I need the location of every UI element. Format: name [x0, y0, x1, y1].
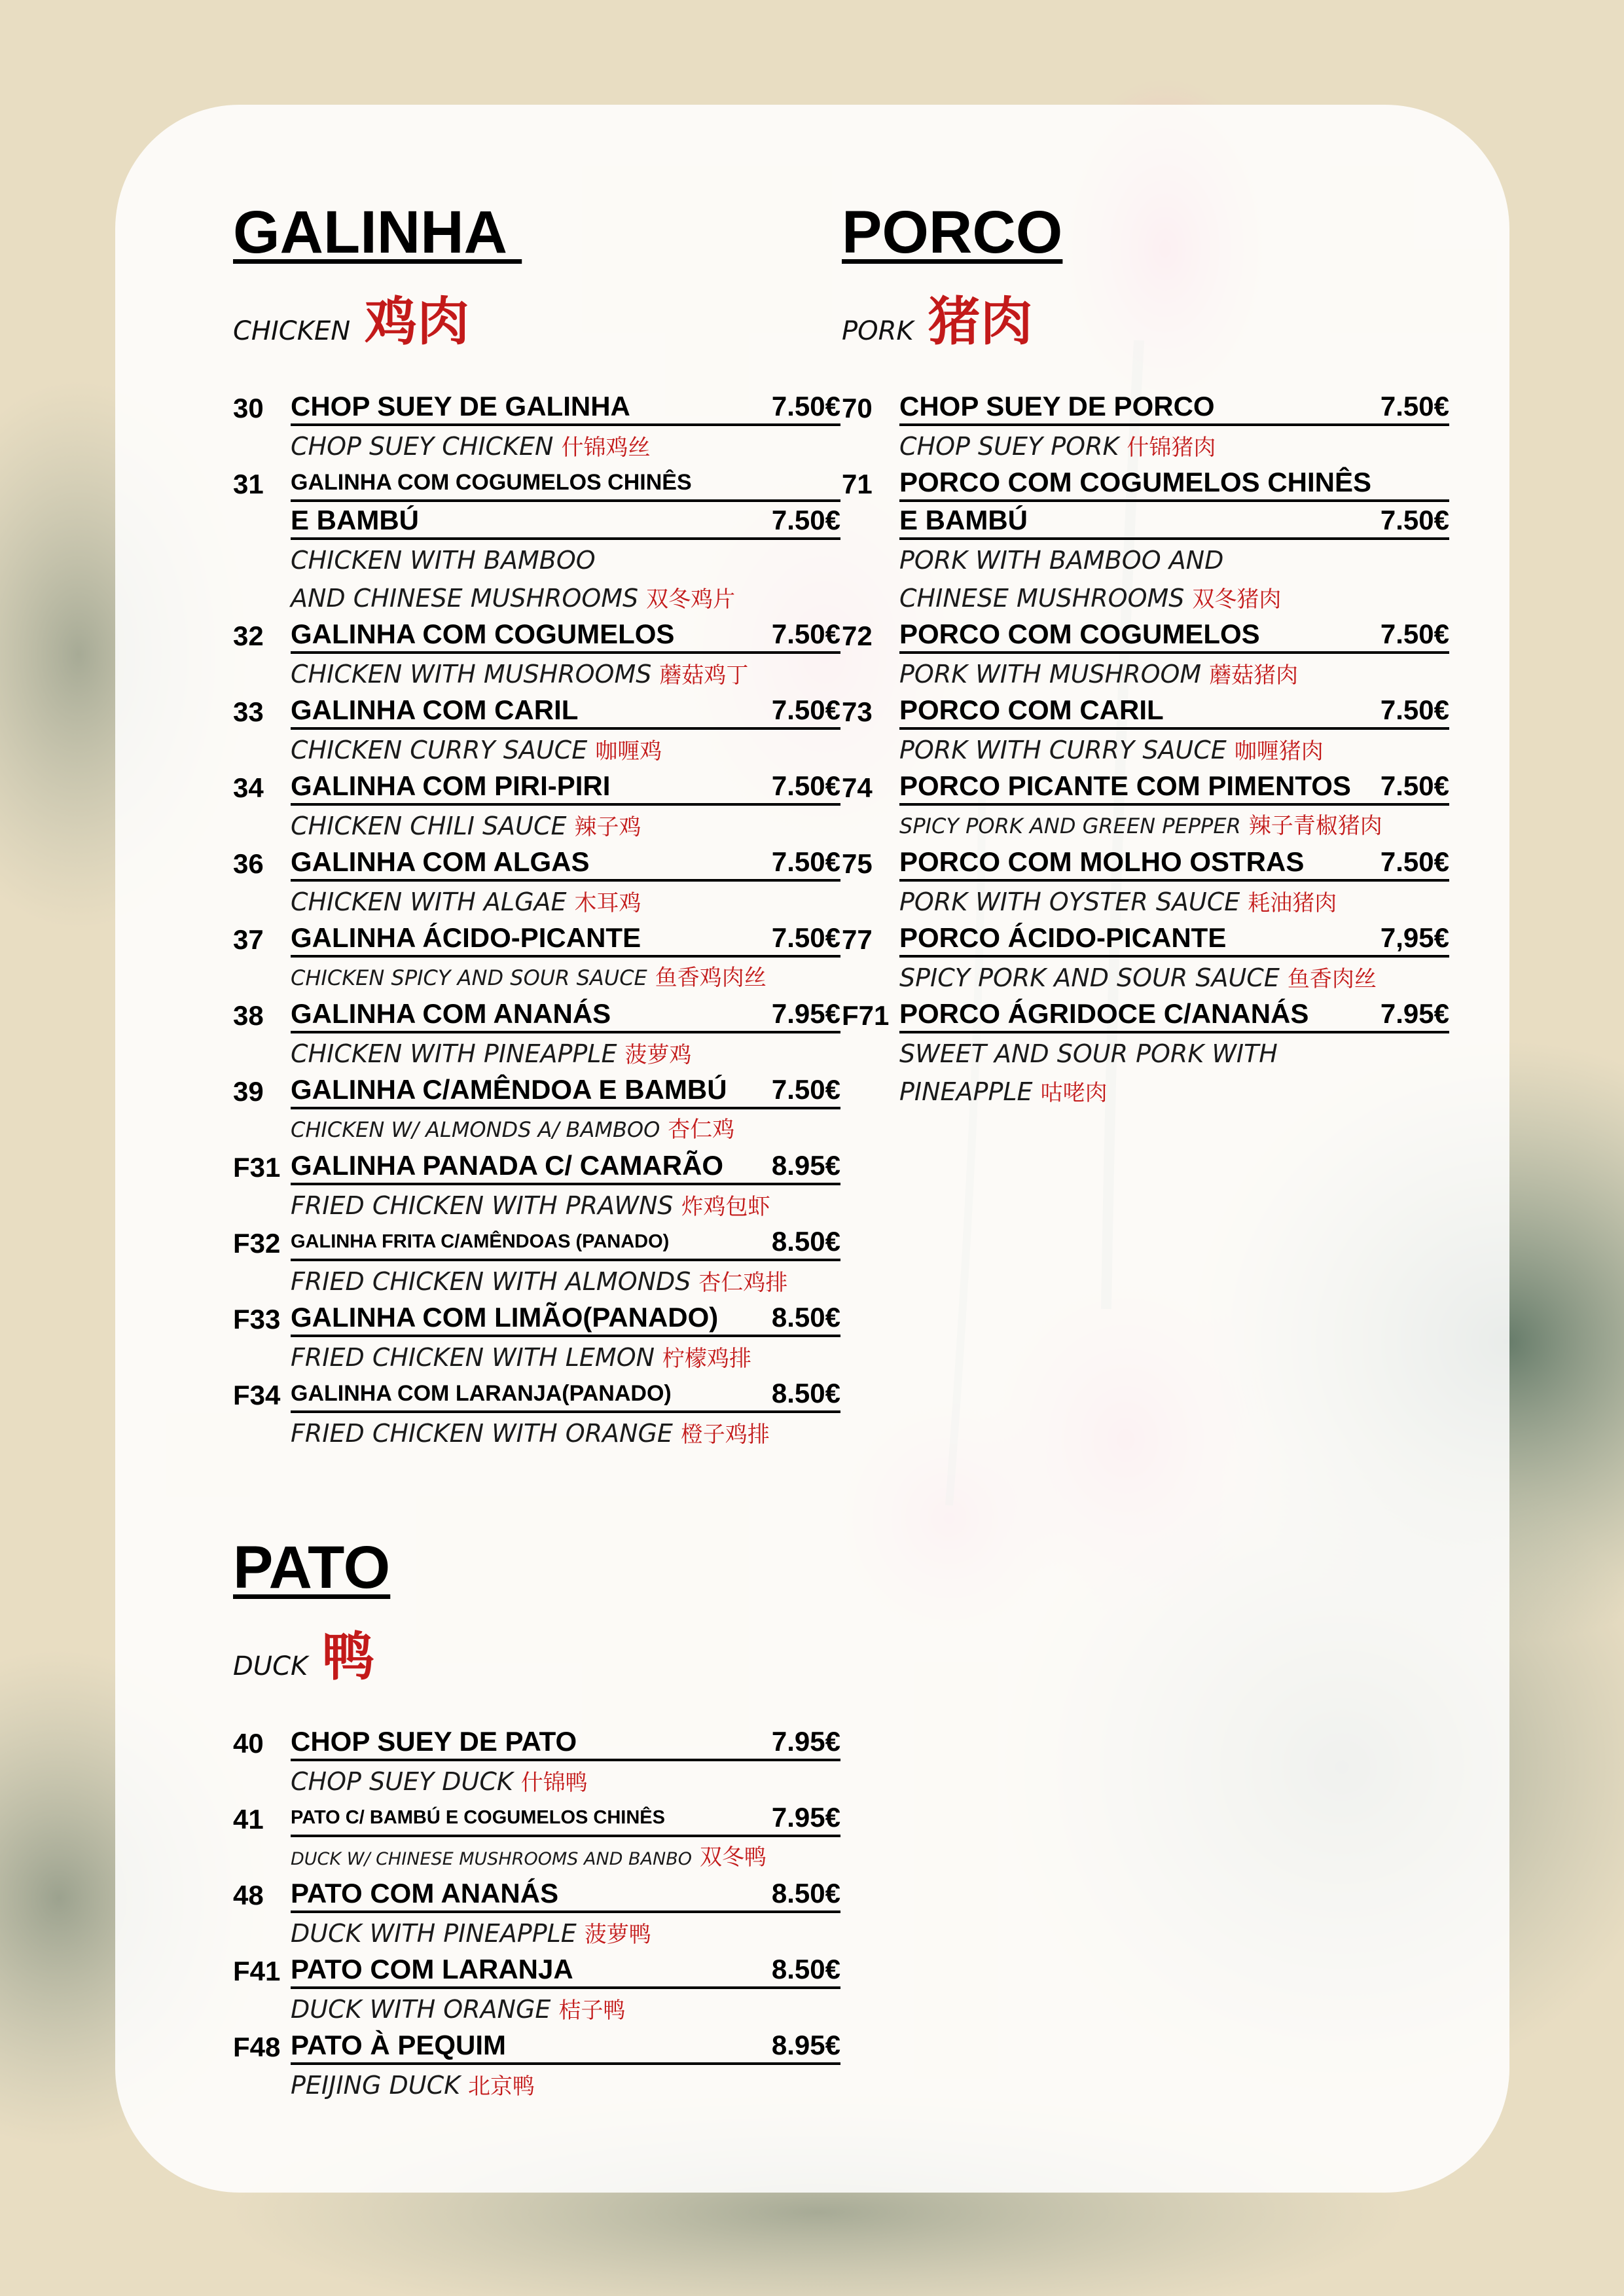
item-price: 8.95€ — [771, 1150, 840, 1181]
subtitle-en: DUCK — [233, 1651, 308, 1681]
item-number: F31 — [233, 1152, 281, 1183]
description-en: CHOP SUEY CHICKEN — [291, 432, 554, 461]
item-name: GALINHA COM ANANÁS 7.95€ — [291, 997, 840, 1033]
subtitle-en: PORK — [842, 316, 914, 346]
item-title-line — [233, 1725, 840, 1763]
description-en: CHOP SUEY DUCK — [291, 1767, 513, 1796]
item-number: F33 — [233, 1304, 281, 1335]
item-description — [233, 1414, 770, 1452]
item-name: PORCO COM COGUMELOS CHINÊS — [899, 465, 1449, 502]
item-price: 7,95€ — [1380, 922, 1449, 953]
item-name: GALINHA COM COGUMELOS 7.50€ — [291, 617, 840, 654]
subtitle-zh: 鸡肉 — [365, 291, 470, 352]
item-name: GALINHA COM ALGAS 7.50€ — [291, 845, 840, 882]
item-name: PATO COM LARANJA 8.50€ — [291, 1952, 840, 1989]
description-zh: 咕咾肉 — [1040, 1080, 1108, 1106]
description-zh: 蘑菇猪肉 — [1209, 662, 1299, 689]
item-price: 8.50€ — [771, 1878, 840, 1909]
menu-item — [233, 465, 840, 617]
item-price: 7.50€ — [1380, 694, 1449, 725]
description-en: FRIED CHICKEN WITH LEMON — [291, 1343, 655, 1372]
item-description — [233, 1338, 752, 1376]
description-zh: 咖喱猪肉 — [1234, 738, 1324, 764]
item-name: PORCO ÁCIDO-PICANTE 7,95€ — [899, 921, 1449, 958]
item-description — [842, 427, 1347, 465]
description-en: CHICKEN SPICY AND SOUR SAUCE — [291, 965, 647, 990]
menu-item — [233, 617, 840, 693]
item-title-line — [842, 617, 1449, 655]
item-number: 77 — [842, 924, 873, 955]
item-name: PATO C/ BAMBÚ E COGUMELOS CHINÊS 7.95€ — [291, 1801, 840, 1837]
item-description — [233, 655, 749, 693]
item-number: 39 — [233, 1076, 264, 1107]
menu-item — [233, 845, 840, 921]
description-en: PORK WITH MUSHROOM — [899, 660, 1202, 689]
item-name: GALINHA COM PIRI-PIRI 7.50€ — [291, 769, 840, 806]
item-description — [233, 2066, 738, 2104]
description-zh: 辣子鸡 — [574, 814, 641, 840]
item-number: 48 — [233, 1880, 264, 1910]
item-description — [233, 1263, 788, 1300]
item-description — [233, 427, 738, 465]
description-en: PINEAPPLE — [899, 1077, 1033, 1106]
item-name: CHOP SUEY DE GALINHA 7.50€ — [291, 389, 840, 426]
menu-item — [842, 465, 1449, 617]
description-zh: 北京鸭 — [468, 2073, 535, 2100]
item-description — [233, 1035, 738, 1073]
item-description — [233, 1839, 767, 1876]
description-zh: 柠檬鸡排 — [662, 1346, 752, 1372]
item-title-line — [233, 1801, 840, 1839]
item-name: PATO COM ANANÁS 8.50€ — [291, 1876, 840, 1913]
description-zh: 双冬猪肉 — [1192, 586, 1282, 613]
description-en: CHICKEN WITH BAMBOO — [291, 546, 596, 575]
description-zh: 鱼香肉丝 — [1287, 966, 1377, 992]
description-zh: 双冬鸭 — [700, 1844, 767, 1871]
description-zh: 什锦猪肉 — [1127, 435, 1216, 461]
item-description — [233, 1990, 738, 2028]
menu-item — [233, 1300, 840, 1376]
item-title-line — [842, 845, 1449, 883]
item-title-line — [233, 921, 840, 959]
item-description — [842, 541, 1347, 579]
item-number: F41 — [233, 1956, 281, 1986]
description-zh: 咖喱鸡 — [595, 738, 662, 764]
menu-item — [842, 617, 1449, 693]
section-porco — [842, 199, 1449, 1111]
description-zh: 菠萝鸡 — [624, 1042, 692, 1068]
description-en: SPICY PORK AND GREEN PEPPER — [899, 814, 1241, 838]
item-price: 8.95€ — [771, 2030, 840, 2060]
item-description-continued — [842, 1073, 1347, 1111]
item-price: 7.95€ — [1380, 998, 1449, 1029]
item-name: PORCO COM MOLHO OSTRAS 7.50€ — [899, 845, 1449, 882]
item-name: GALINHA PANADA C/ CAMARÃO 8.95€ — [291, 1149, 840, 1185]
item-name: CHOP SUEY DE PORCO 7.50€ — [899, 389, 1449, 426]
item-title-line — [233, 1225, 840, 1263]
item-price: 7.50€ — [771, 694, 840, 725]
description-en: SWEET AND SOUR PORK WITH — [899, 1039, 1278, 1068]
item-title-line — [233, 1952, 840, 1990]
description-en: FRIED CHICKEN WITH PRAWNS — [291, 1191, 674, 1220]
item-title-line — [842, 769, 1449, 807]
description-zh: 菠萝鸭 — [584, 1922, 651, 1948]
item-title-line — [233, 1876, 840, 1914]
item-name: GALINHA FRITA C/AMÊNDOAS (PANADO) 8.50€ — [291, 1225, 840, 1261]
description-zh: 耗油猪肉 — [1248, 890, 1337, 916]
description-zh: 杏仁鸡排 — [698, 1270, 788, 1296]
menu-item — [233, 1225, 840, 1300]
menu-item — [233, 389, 840, 465]
menu-item — [233, 1149, 840, 1225]
item-description — [233, 807, 738, 845]
description-en: FRIED CHICKEN WITH ALMONDS — [291, 1267, 691, 1296]
item-title-line — [233, 1073, 840, 1111]
menu-item — [233, 769, 840, 845]
item-name: GALINHA COM LARANJA(PANADO) 8.50€ — [291, 1376, 840, 1413]
item-name: GALINHA COM CARIL 7.50€ — [291, 693, 840, 730]
item-title-line — [233, 845, 840, 883]
item-price: 7.50€ — [1380, 391, 1449, 422]
item-title-line — [842, 693, 1449, 731]
item-description — [233, 1763, 738, 1801]
section-pato — [233, 1534, 840, 2104]
item-description — [842, 807, 1382, 845]
subtitle-zh: 鸭 — [322, 1626, 375, 1687]
item-name-continued: E BAMBÚ 7.50€ — [291, 503, 840, 540]
item-description — [233, 1187, 770, 1225]
item-description — [842, 1035, 1347, 1073]
item-price: 7.50€ — [771, 1074, 840, 1105]
item-number: F34 — [233, 1380, 281, 1410]
item-number: 33 — [233, 696, 264, 727]
description-en: DUCK WITH ORANGE — [291, 1995, 551, 2024]
menu-item — [233, 2028, 840, 2104]
item-title-line — [842, 503, 1449, 541]
item-description-continued — [233, 579, 738, 617]
description-zh: 橙子鸡排 — [680, 1422, 770, 1448]
menu-item — [233, 1073, 840, 1149]
menu-item — [842, 845, 1449, 921]
description-en: CHINESE MUSHROOMS — [899, 584, 1185, 613]
section-subtitle — [233, 279, 738, 351]
item-number: 30 — [233, 393, 264, 423]
item-description — [842, 883, 1347, 921]
description-en: DUCK W/ CHINESE MUSHROOMS AND BANBO — [291, 1849, 693, 1869]
item-title-line — [233, 617, 840, 655]
item-number: 75 — [842, 848, 873, 879]
item-price: 8.50€ — [771, 1378, 840, 1408]
item-title-line — [233, 503, 840, 541]
item-number: F48 — [233, 2032, 281, 2062]
item-price: 8.50€ — [771, 1954, 840, 1984]
item-description — [233, 1111, 738, 1149]
item-price: 7.50€ — [771, 391, 840, 422]
item-number: F71 — [842, 1000, 890, 1031]
description-zh: 木耳鸡 — [574, 890, 641, 916]
subtitle-en: CHICKEN — [233, 316, 351, 346]
menu-item-list — [233, 389, 840, 1452]
section-title: PORCO — [842, 199, 1063, 266]
item-name-continued: E BAMBÚ 7.50€ — [899, 503, 1449, 540]
description-en: PORK WITH CURRY SAUCE — [899, 736, 1227, 764]
description-zh: 杏仁鸡 — [668, 1117, 735, 1143]
item-title-line — [842, 389, 1449, 427]
menu-item — [842, 693, 1449, 769]
section-subtitle — [842, 279, 1347, 351]
description-zh: 辣子青椒猪肉 — [1248, 813, 1382, 839]
item-price: 7.50€ — [1380, 619, 1449, 649]
item-price: 7.50€ — [1380, 770, 1449, 801]
description-zh: 蘑菇鸡丁 — [659, 662, 749, 689]
item-title-line — [233, 465, 738, 503]
item-name: PORCO COM CARIL 7.50€ — [899, 693, 1449, 730]
section-subtitle — [233, 1615, 738, 1687]
item-number: 40 — [233, 1728, 264, 1759]
item-number: 37 — [233, 924, 264, 955]
item-title-line — [233, 1149, 840, 1187]
item-title-line — [233, 769, 840, 807]
menu-item — [233, 997, 840, 1073]
item-title-line — [233, 693, 840, 731]
menu-item — [842, 997, 1449, 1111]
item-title-line — [233, 389, 840, 427]
item-name: GALINHA COM COGUMELOS CHINÊS — [291, 465, 840, 502]
description-zh: 炸鸡包虾 — [681, 1194, 770, 1220]
description-en: PORK WITH BAMBOO AND — [899, 546, 1224, 575]
item-number: 72 — [842, 620, 873, 651]
item-number: 70 — [842, 393, 873, 423]
description-en: PEIJING DUCK — [291, 2071, 461, 2100]
section-galinha — [233, 199, 840, 1452]
menu-item — [233, 921, 840, 997]
item-price: 7.50€ — [1380, 846, 1449, 877]
item-number: 38 — [233, 1000, 264, 1031]
item-title-line — [233, 997, 840, 1035]
item-price: 7.95€ — [771, 1802, 840, 1833]
item-number: 34 — [233, 772, 264, 803]
item-description-continued — [842, 579, 1347, 617]
subtitle-zh: 猪肉 — [928, 291, 1033, 352]
item-price: 7.50€ — [771, 846, 840, 877]
item-number: 31 — [233, 469, 264, 499]
menu-item-list — [842, 389, 1449, 1111]
item-price: 7.95€ — [771, 1726, 840, 1757]
item-number: 73 — [842, 696, 873, 727]
item-description — [842, 959, 1377, 997]
item-price: 7.50€ — [771, 619, 840, 649]
section-title: PATO — [233, 1534, 391, 1601]
item-number: 32 — [233, 620, 264, 651]
item-title-line — [233, 2028, 840, 2066]
description-en: CHICKEN W/ ALMONDS A/ BAMBOO — [291, 1117, 660, 1142]
item-price: 7.50€ — [1380, 505, 1449, 535]
description-en: CHICKEN WITH ALGAE — [291, 888, 567, 916]
item-title-line — [233, 1300, 840, 1338]
description-en: CHOP SUEY PORK — [899, 432, 1119, 461]
description-zh: 桔子鸭 — [558, 1998, 626, 2024]
item-price: 7.50€ — [771, 770, 840, 801]
item-price: 7.50€ — [771, 922, 840, 953]
item-price: 8.50€ — [771, 1226, 840, 1257]
item-description — [233, 883, 738, 921]
description-en: CHICKEN WITH MUSHROOMS — [291, 660, 652, 689]
section-title: GALINHA — [233, 199, 522, 266]
item-description — [842, 731, 1347, 769]
description-en: CHICKEN CURRY SAUCE — [291, 736, 588, 764]
description-zh: 鱼香鸡肉丝 — [655, 965, 767, 991]
item-name: PORCO ÁGRIDOCE C/ANANÁS 7.95€ — [899, 997, 1449, 1033]
description-en: CHICKEN WITH PINEAPPLE — [291, 1039, 617, 1068]
item-name: GALINHA COM LIMÃO(PANADO) 8.50€ — [291, 1300, 840, 1337]
menu-item — [233, 1801, 840, 1876]
item-number: 71 — [842, 469, 873, 499]
item-name: GALINHA C/AMÊNDOA E BAMBÚ 7.50€ — [291, 1073, 840, 1109]
description-zh: 什锦鸡丝 — [561, 435, 651, 461]
menu-item-list — [233, 1725, 840, 2104]
item-description — [233, 1914, 738, 1952]
menu-item — [233, 1725, 840, 1801]
item-price: 7.95€ — [771, 998, 840, 1029]
description-zh: 双冬鸡片 — [646, 586, 736, 613]
menu-item — [233, 1952, 840, 2028]
description-en: DUCK WITH PINEAPPLE — [291, 1919, 577, 1948]
menu-item — [233, 1876, 840, 1952]
item-title-line — [233, 1376, 840, 1414]
description-en: AND CHINESE MUSHROOMS — [291, 584, 639, 613]
menu-item — [233, 693, 840, 769]
item-name: PORCO PICANTE COM PIMENTOS 7.50€ — [899, 769, 1449, 806]
description-en: CHICKEN CHILI SAUCE — [291, 812, 567, 840]
item-title-line — [842, 465, 1372, 503]
item-number: 74 — [842, 772, 873, 803]
item-name: PATO À PEQUIM 8.95€ — [291, 2028, 840, 2065]
description-en: PORK WITH OYSTER SAUCE — [899, 888, 1240, 916]
item-title-line — [842, 997, 1449, 1035]
item-price: 8.50€ — [771, 1302, 840, 1333]
item-price: 7.50€ — [771, 505, 840, 535]
item-description — [233, 959, 767, 997]
item-title-line — [842, 921, 1449, 959]
menu-item — [233, 1376, 840, 1452]
menu-item — [842, 769, 1449, 845]
menu-item — [842, 921, 1449, 997]
description-en: FRIED CHICKEN WITH ORANGE — [291, 1419, 673, 1448]
description-zh: 什锦鸭 — [520, 1770, 588, 1796]
item-description — [233, 731, 738, 769]
item-name: CHOP SUEY DE PATO 7.95€ — [291, 1725, 840, 1761]
item-number: 36 — [233, 848, 264, 879]
item-description — [842, 655, 1347, 693]
item-name: GALINHA ÁCIDO-PICANTE 7.50€ — [291, 921, 840, 958]
description-en: SPICY PORK AND SOUR SAUCE — [899, 963, 1280, 992]
item-description — [233, 541, 738, 579]
menu-item — [842, 389, 1449, 465]
item-number: F32 — [233, 1228, 281, 1259]
item-name: PORCO COM COGUMELOS 7.50€ — [899, 617, 1449, 654]
item-number: 41 — [233, 1804, 264, 1835]
